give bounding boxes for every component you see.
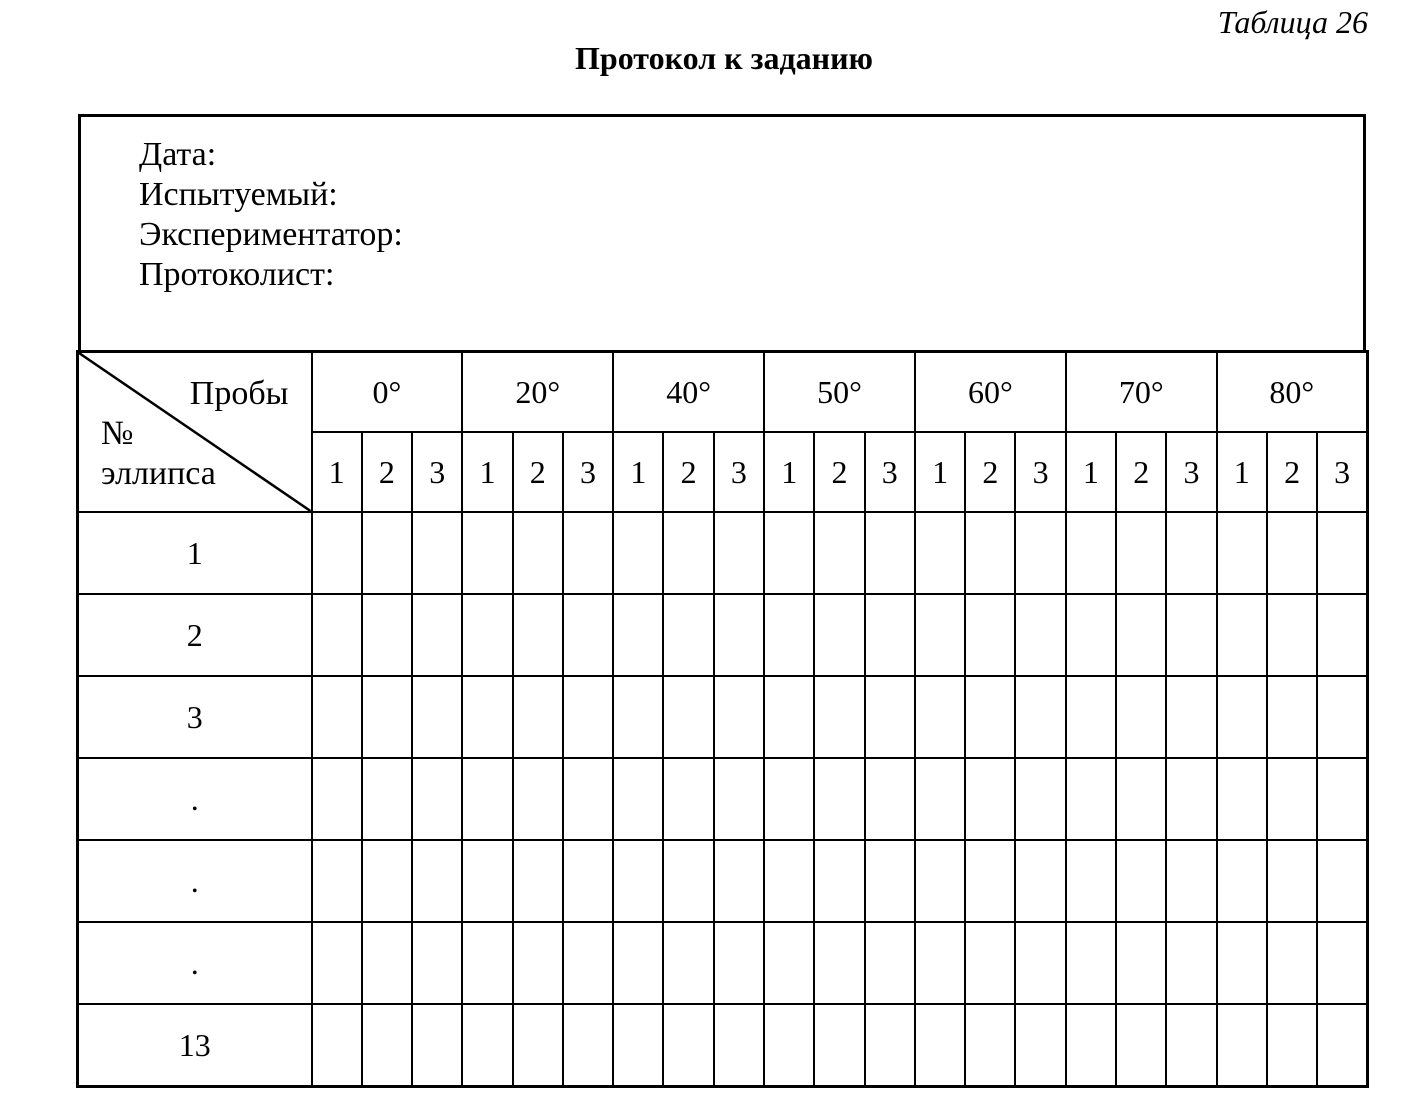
result-entry-cell[interactable]: [1267, 840, 1317, 922]
result-entry-cell[interactable]: [1166, 676, 1216, 758]
result-entry-cell[interactable]: [1015, 512, 1065, 594]
result-entry-cell[interactable]: [1116, 758, 1166, 840]
result-entry-cell[interactable]: [1166, 1004, 1216, 1087]
result-entry-cell[interactable]: [1166, 840, 1216, 922]
result-entry-cell[interactable]: [412, 676, 462, 758]
result-entry-cell[interactable]: [764, 1004, 814, 1087]
result-entry-cell[interactable]: [1317, 758, 1367, 840]
result-entry-cell[interactable]: [814, 512, 864, 594]
ellipse-number-cell: 1: [78, 512, 312, 594]
result-entry-cell[interactable]: [1066, 840, 1116, 922]
result-entry-cell[interactable]: [714, 922, 764, 1004]
result-entry-cell[interactable]: [1015, 758, 1065, 840]
trial-number-cell: 1: [915, 432, 965, 512]
result-entry-cell[interactable]: [613, 1004, 663, 1087]
result-entry-cell[interactable]: [312, 1004, 362, 1087]
table-row: [78, 676, 1368, 758]
ellipse-number-cell: .: [78, 922, 312, 1004]
ellipse-number-cell: 2: [78, 594, 312, 676]
result-entry-cell[interactable]: [965, 758, 1015, 840]
angle-header-cell: 80°: [1217, 352, 1368, 433]
result-entry-cell[interactable]: [1317, 922, 1367, 1004]
experimenter-field-label: Экспериментатор:: [139, 216, 403, 253]
result-entry-cell[interactable]: [1015, 1004, 1065, 1087]
ellipse-number-cell: .: [78, 758, 312, 840]
result-entry-cell[interactable]: [965, 594, 1015, 676]
result-entry-cell[interactable]: [412, 840, 462, 922]
result-entry-cell[interactable]: [1116, 676, 1166, 758]
result-entry-cell[interactable]: [1116, 840, 1166, 922]
result-entry-cell[interactable]: [513, 758, 563, 840]
result-entry-cell[interactable]: [513, 676, 563, 758]
result-entry-cell[interactable]: [1217, 1004, 1267, 1087]
result-entry-cell[interactable]: [865, 594, 915, 676]
result-entry-cell[interactable]: [412, 922, 462, 1004]
ellipse-number-cell: .: [78, 840, 312, 922]
result-entry-cell[interactable]: [613, 758, 663, 840]
result-entry-cell[interactable]: [362, 512, 412, 594]
result-entry-cell[interactable]: [613, 594, 663, 676]
angle-header-cell: 40°: [613, 352, 764, 433]
result-entry-cell[interactable]: [1217, 594, 1267, 676]
result-entry-cell[interactable]: [462, 922, 512, 1004]
result-entry-cell[interactable]: [1267, 676, 1317, 758]
result-entry-cell[interactable]: [764, 512, 814, 594]
result-entry-cell[interactable]: [1066, 512, 1116, 594]
result-entry-cell[interactable]: [1217, 922, 1267, 1004]
trial-number-cell: 2: [513, 432, 563, 512]
result-entry-cell[interactable]: [312, 676, 362, 758]
table-row: [78, 594, 1368, 676]
result-entry-cell[interactable]: [714, 1004, 764, 1087]
result-entry-cell[interactable]: [312, 594, 362, 676]
result-entry-cell[interactable]: [1116, 594, 1166, 676]
result-entry-cell[interactable]: [714, 594, 764, 676]
trial-number-cell: 3: [1317, 432, 1367, 512]
result-entry-cell[interactable]: [714, 512, 764, 594]
result-entry-cell[interactable]: [563, 594, 613, 676]
ellipse-number-cell: 13: [78, 1004, 312, 1087]
result-entry-cell[interactable]: [613, 512, 663, 594]
result-entry-cell[interactable]: [462, 676, 512, 758]
result-entry-cell[interactable]: [412, 594, 462, 676]
result-entry-cell[interactable]: [563, 840, 613, 922]
result-entry-cell[interactable]: [915, 512, 965, 594]
result-entry-cell[interactable]: [563, 758, 613, 840]
result-entry-cell[interactable]: [1066, 676, 1116, 758]
trial-number-cell: 3: [412, 432, 462, 512]
trial-number-cell: 2: [1267, 432, 1317, 512]
result-entry-cell[interactable]: [563, 512, 613, 594]
result-entry-cell[interactable]: [865, 512, 915, 594]
result-entry-cell[interactable]: [1015, 840, 1065, 922]
result-entry-cell[interactable]: [814, 922, 864, 1004]
number-sign-label: №: [101, 415, 134, 452]
result-entry-cell[interactable]: [1066, 594, 1116, 676]
result-entry-cell[interactable]: [1166, 922, 1216, 1004]
result-entry-cell[interactable]: [915, 758, 965, 840]
trial-number-cell: 2: [1116, 432, 1166, 512]
table-row: [78, 1004, 1368, 1087]
trial-number-cell: 1: [312, 432, 362, 512]
page-title: Протокол к заданию: [575, 40, 873, 76]
trial-number-cell: 1: [462, 432, 512, 512]
result-entry-cell[interactable]: [462, 1004, 512, 1087]
result-entry-cell[interactable]: [663, 922, 713, 1004]
result-entry-cell[interactable]: [714, 676, 764, 758]
result-entry-cell[interactable]: [462, 758, 512, 840]
result-entry-cell[interactable]: [814, 676, 864, 758]
result-entry-cell[interactable]: [1116, 922, 1166, 1004]
trial-number-cell: 3: [1166, 432, 1216, 512]
result-entry-cell[interactable]: [764, 922, 814, 1004]
result-entry-cell[interactable]: [915, 594, 965, 676]
result-entry-cell[interactable]: [915, 676, 965, 758]
result-entry-cell[interactable]: [1066, 758, 1116, 840]
result-entry-cell[interactable]: [1267, 594, 1317, 676]
protocol-header-box: [78, 114, 1366, 352]
table-number-label: Таблица 26: [1217, 4, 1368, 40]
result-entry-cell[interactable]: [663, 758, 713, 840]
result-entry-cell[interactable]: [814, 1004, 864, 1087]
result-entry-cell[interactable]: [915, 922, 965, 1004]
result-entry-cell[interactable]: [513, 1004, 563, 1087]
result-entry-cell[interactable]: [663, 840, 713, 922]
result-entry-cell[interactable]: [563, 1004, 613, 1087]
result-entry-cell[interactable]: [513, 840, 563, 922]
result-entry-cell[interactable]: [1317, 676, 1367, 758]
result-entry-cell[interactable]: [513, 922, 563, 1004]
result-entry-cell[interactable]: [362, 1004, 412, 1087]
result-entry-cell[interactable]: [462, 594, 512, 676]
table-row: [78, 758, 1368, 840]
result-entry-cell[interactable]: [1267, 758, 1317, 840]
result-entry-cell[interactable]: [764, 676, 814, 758]
result-entry-cell[interactable]: [462, 512, 512, 594]
result-entry-cell[interactable]: [462, 840, 512, 922]
ellipse-number-cell: 3: [78, 676, 312, 758]
result-entry-cell[interactable]: [1015, 594, 1065, 676]
result-entry-cell[interactable]: [663, 1004, 713, 1087]
result-entry-cell[interactable]: [965, 676, 1015, 758]
result-entry-cell[interactable]: [814, 758, 864, 840]
angle-header-cell: 0°: [312, 352, 463, 433]
trial-number-cell: 1: [613, 432, 663, 512]
result-entry-cell[interactable]: [312, 512, 362, 594]
result-entry-cell[interactable]: [1267, 512, 1317, 594]
result-entry-cell[interactable]: [563, 676, 613, 758]
result-entry-cell[interactable]: [865, 758, 915, 840]
result-entry-cell[interactable]: [764, 594, 814, 676]
result-entry-cell[interactable]: [1166, 512, 1216, 594]
result-entry-cell[interactable]: [613, 922, 663, 1004]
header-fields: [139, 135, 403, 295]
corner-header-cell: [78, 352, 312, 513]
result-entry-cell[interactable]: [1217, 758, 1267, 840]
result-entry-cell[interactable]: [865, 840, 915, 922]
result-entry-cell[interactable]: [563, 922, 613, 1004]
result-entry-cell[interactable]: [1116, 1004, 1166, 1087]
result-entry-cell[interactable]: [412, 1004, 462, 1087]
result-entry-cell[interactable]: [814, 840, 864, 922]
result-entry-cell[interactable]: [965, 840, 1015, 922]
trial-number-cell: 2: [663, 432, 713, 512]
recorder-field-label: Протоколист:: [139, 256, 335, 293]
subject-field-label: Испытуемый:: [139, 176, 338, 213]
trial-number-cell: 2: [814, 432, 864, 512]
result-entry-cell[interactable]: [312, 840, 362, 922]
result-entry-cell[interactable]: [362, 676, 412, 758]
result-entry-cell[interactable]: [1116, 512, 1166, 594]
result-entry-cell[interactable]: [915, 840, 965, 922]
result-entry-cell[interactable]: [865, 922, 915, 1004]
result-entry-cell[interactable]: [513, 512, 563, 594]
trial-number-cell: 1: [764, 432, 814, 512]
trial-number-cell: 3: [563, 432, 613, 512]
result-entry-cell[interactable]: [1317, 512, 1367, 594]
result-entry-cell[interactable]: [965, 1004, 1015, 1087]
result-entry-cell[interactable]: [1267, 1004, 1317, 1087]
trial-number-cell: 3: [714, 432, 764, 512]
result-entry-cell[interactable]: [362, 840, 412, 922]
result-entry-cell[interactable]: [362, 594, 412, 676]
result-entry-cell[interactable]: [663, 594, 713, 676]
result-entry-cell[interactable]: [1166, 594, 1216, 676]
result-entry-cell[interactable]: [362, 922, 412, 1004]
result-entry-cell[interactable]: [1217, 512, 1267, 594]
date-field-label: Дата:: [139, 136, 217, 173]
angle-header-cell: 60°: [915, 352, 1066, 433]
table-row: [78, 840, 1368, 922]
trial-number-cell: 2: [965, 432, 1015, 512]
result-entry-cell[interactable]: [965, 512, 1015, 594]
result-entry-cell[interactable]: [663, 676, 713, 758]
ellipse-header-label: эллипса: [101, 455, 216, 492]
result-entry-cell[interactable]: [362, 758, 412, 840]
result-entry-cell[interactable]: [1015, 922, 1065, 1004]
trial-number-cell: 3: [865, 432, 915, 512]
result-entry-cell[interactable]: [412, 512, 462, 594]
result-entry-cell[interactable]: [513, 594, 563, 676]
result-entry-cell[interactable]: [1267, 922, 1317, 1004]
result-entry-cell[interactable]: [915, 1004, 965, 1087]
angle-header-cell: 50°: [764, 352, 915, 433]
result-entry-cell[interactable]: [764, 758, 814, 840]
table-row: [78, 512, 1368, 594]
result-entry-cell[interactable]: [1066, 1004, 1116, 1087]
result-entry-cell[interactable]: [613, 840, 663, 922]
trial-number-cell: 1: [1066, 432, 1116, 512]
probes-header-label: Пробы: [189, 375, 289, 412]
result-entry-cell[interactable]: [613, 676, 663, 758]
trial-number-cell: 3: [1015, 432, 1065, 512]
protocol-table: [76, 350, 1369, 1088]
result-entry-cell[interactable]: [312, 922, 362, 1004]
result-entry-cell[interactable]: [865, 676, 915, 758]
result-entry-cell[interactable]: [714, 758, 764, 840]
result-entry-cell[interactable]: [1015, 676, 1065, 758]
result-entry-cell[interactable]: [965, 922, 1015, 1004]
result-entry-cell[interactable]: [1317, 840, 1367, 922]
result-entry-cell[interactable]: [1317, 594, 1367, 676]
result-entry-cell[interactable]: [1066, 922, 1116, 1004]
result-entry-cell[interactable]: [814, 594, 864, 676]
result-entry-cell[interactable]: [412, 758, 462, 840]
result-entry-cell[interactable]: [663, 512, 713, 594]
result-entry-cell[interactable]: [312, 758, 362, 840]
result-entry-cell[interactable]: [865, 1004, 915, 1087]
trial-number-cell: 1: [1217, 432, 1267, 512]
angle-header-cell: 70°: [1066, 352, 1217, 433]
angle-header-cell: 20°: [462, 352, 613, 433]
result-entry-cell[interactable]: [714, 840, 764, 922]
result-entry-cell[interactable]: [1166, 758, 1216, 840]
result-entry-cell[interactable]: [764, 840, 814, 922]
trial-number-cell: 2: [362, 432, 412, 512]
result-entry-cell[interactable]: [1217, 840, 1267, 922]
result-entry-cell[interactable]: [1217, 676, 1267, 758]
table-row: [78, 922, 1368, 1004]
result-entry-cell[interactable]: [1317, 1004, 1367, 1087]
